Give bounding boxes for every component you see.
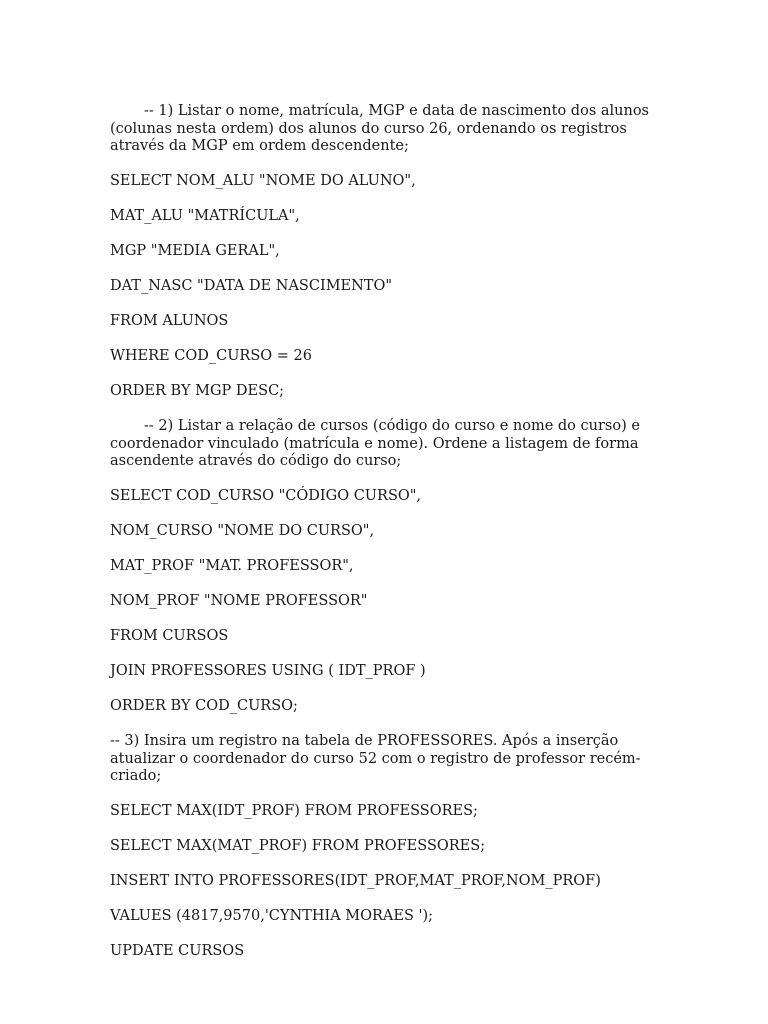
sql-line: FROM ALUNOS [110,313,229,329]
sql-line: SELECT MAX(IDT_PROF) FROM PROFESSORES; [110,803,478,819]
sql-line: SELECT NOM_ALU "NOME DO ALUNO", [110,173,416,189]
sql-line: ORDER BY MGP DESC; [110,383,285,399]
sql-line: WHERE COD_CURSO = 26 [110,348,312,364]
question-1-text: -- 1) Listar o nome, matrícula, MGP e data de nascimento dos alunos (colunas nesta ordem) dos alunos do curso 26, ordenando os registros através da MGP em ordem descendente; [110,103,650,154]
sql-line: UPDATE CURSOS [110,943,245,959]
sql-line: ORDER BY COD_CURSO; [110,698,298,714]
sql-line: FROM CURSOS [110,628,229,644]
sql-line: MGP "MEDIA GERAL", [110,243,280,259]
question-3-text: -- 3) Insira um registro na tabela de PROFESSORES. Após a inserção atualizar o coordenador do curso 52 com o registro de professor recém-criado; [110,733,641,784]
sql-line: MAT_ALU "MATRÍCULA", [110,208,300,224]
sql-line: JOIN PROFESSORES USING ( IDT_PROF ) [110,663,426,679]
sql-line: MAT_PROF "MAT. PROFESSOR", [110,558,354,574]
sql-line: INSERT INTO PROFESSORES(IDT_PROF,MAT_PROF,NOM_PROF) [110,873,601,889]
sql-line: VALUES (4817,9570,'CYNTHIA MORAES '); [110,908,434,924]
sql-line: SELECT COD_CURSO "CÓDIGO CURSO", [110,488,422,504]
question-2-text: -- 2) Listar a relação de cursos (código do curso e nome do curso) e coordenador vinculado (matrícula e nome). Ordene a listagem de forma ascendente através do código do curso; [110,418,640,469]
sql-line: NOM_PROF "NOME PROFESSOR" [110,593,368,609]
sql-line: NOM_CURSO "NOME DO CURSO", [110,523,375,539]
document-body [110,103,670,961]
sql-line: SELECT MAX(MAT_PROF) FROM PROFESSORES; [110,838,486,854]
sql-line: DAT_NASC "DATA DE NASCIMENTO" [110,278,393,294]
